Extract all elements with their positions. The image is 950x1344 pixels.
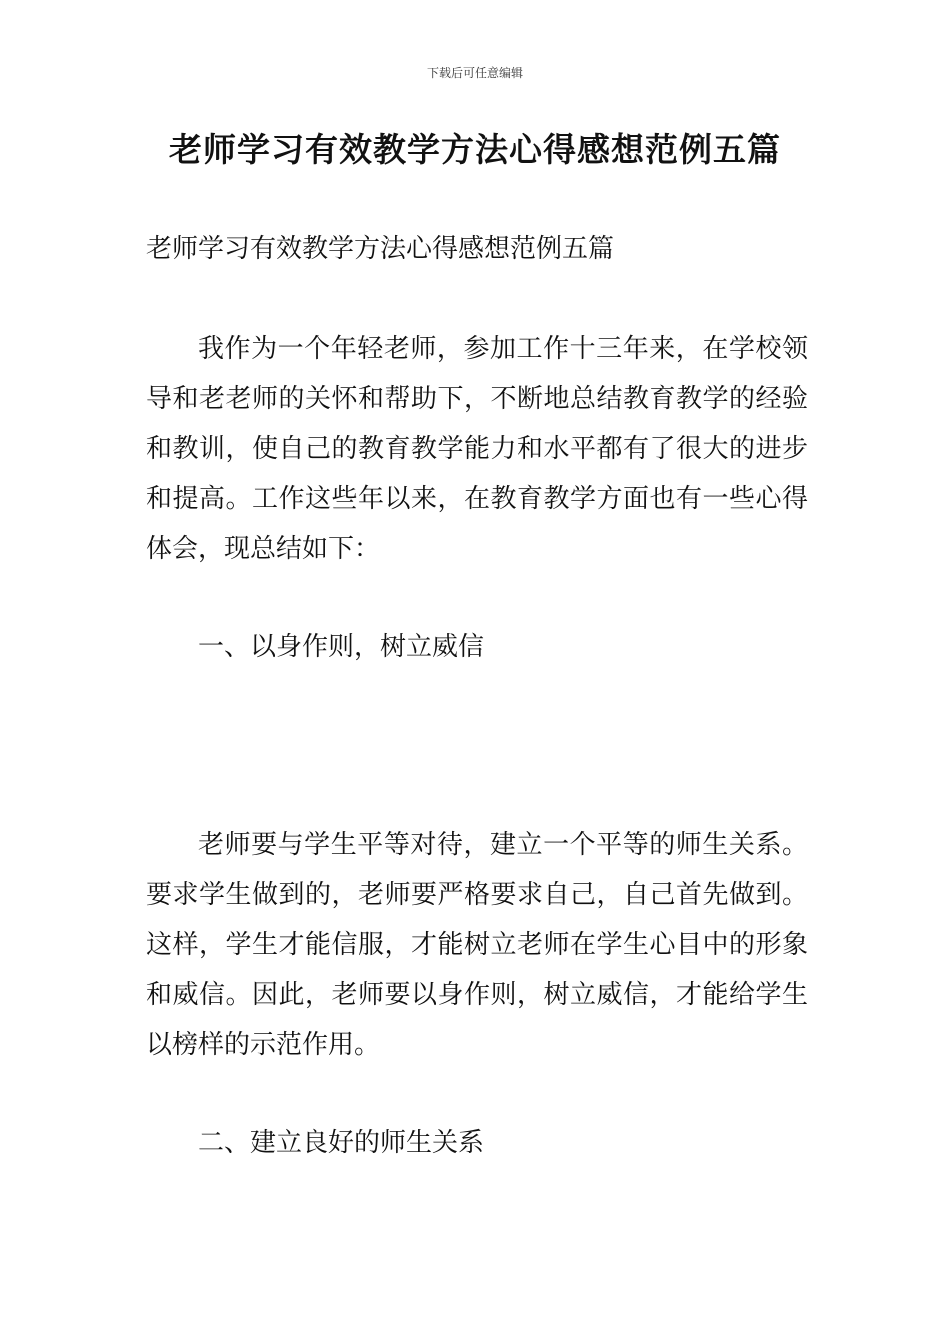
document-subtitle: 老师学习有效教学方法心得感想范例五篇 (146, 234, 615, 264)
section-heading-2: 二、建立良好的师生关系 (198, 1128, 485, 1158)
section-1-paragraph: 老师要与学生平等对待，建立一个平等的师生关系。要求学生做到的，老师要严格要求自己，自己首先做到。这样，学生才能信服，才能树立老师在学生心目中的形象和威信。因此，老师要以身作则，树立威信，才能给学生以榜样的示范作用。 (146, 830, 808, 1060)
page-header-note: 下载后可任意编辑 (426, 66, 523, 80)
document-title: 老师学习有效教学方法心得感想范例五篇 (169, 130, 781, 169)
intro-paragraph: 我作为一个年轻老师，参加工作十三年来，在学校领导和老老师的关怀和帮助下，不断地总结教育教学的经验和教训，使自己的教育教学能力和水平都有了很大的进步和提高。工作这些年以来，在教育教学方面也有一些心得体会，现总结如下： (146, 334, 808, 564)
section-heading-1: 一、以身作则，树立威信 (198, 632, 485, 662)
